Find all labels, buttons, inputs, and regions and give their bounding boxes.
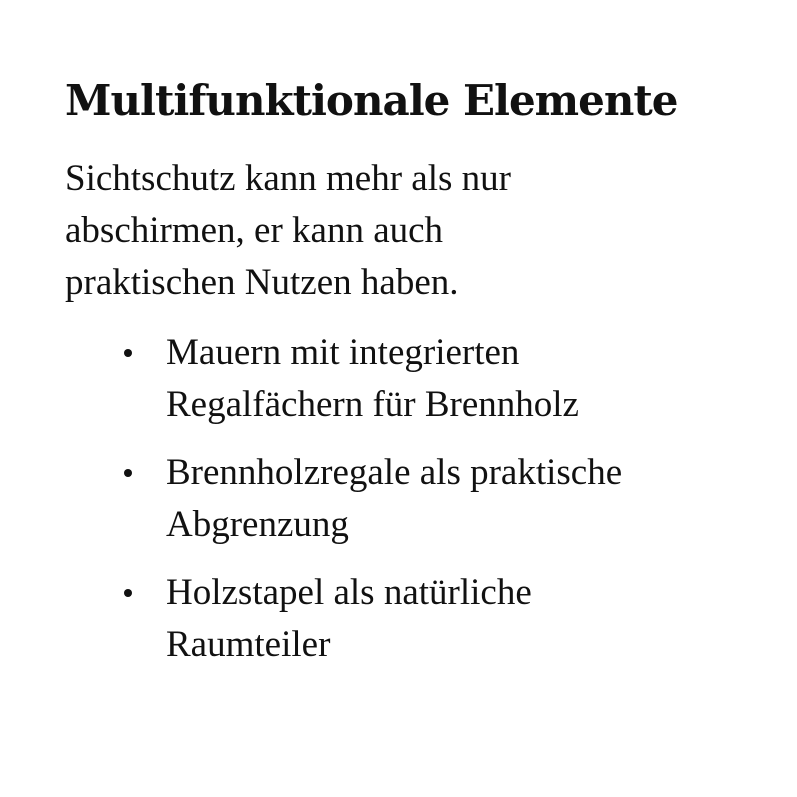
bullet-line: Abgrenzung (166, 504, 349, 545)
intro-line: Sichtschutz kann mehr als nur (65, 158, 511, 199)
bullet-dot-icon (124, 589, 132, 597)
bullet-line: Brennholzregale als praktische (166, 452, 623, 493)
bullet-item (118, 567, 758, 671)
bullet-line: Regalfächern für Brennholz (166, 384, 579, 425)
bullet-line: Holzstapel als natürliche (166, 572, 532, 613)
bullet-dot-icon (124, 469, 132, 477)
intro-paragraph (65, 153, 705, 309)
bullet-item (118, 447, 758, 551)
intro-line: abschirmen, er kann auch (65, 210, 444, 251)
bullet-line: Mauern mit integrierten (166, 332, 520, 373)
bullet-list (118, 327, 758, 687)
bullet-item (118, 327, 758, 431)
bullet-dot-icon (124, 349, 132, 357)
slide-title: Multifunktionale Elemente (65, 76, 678, 125)
bullet-line: Raumteiler (166, 624, 331, 665)
intro-line: praktischen Nutzen haben. (65, 262, 459, 303)
